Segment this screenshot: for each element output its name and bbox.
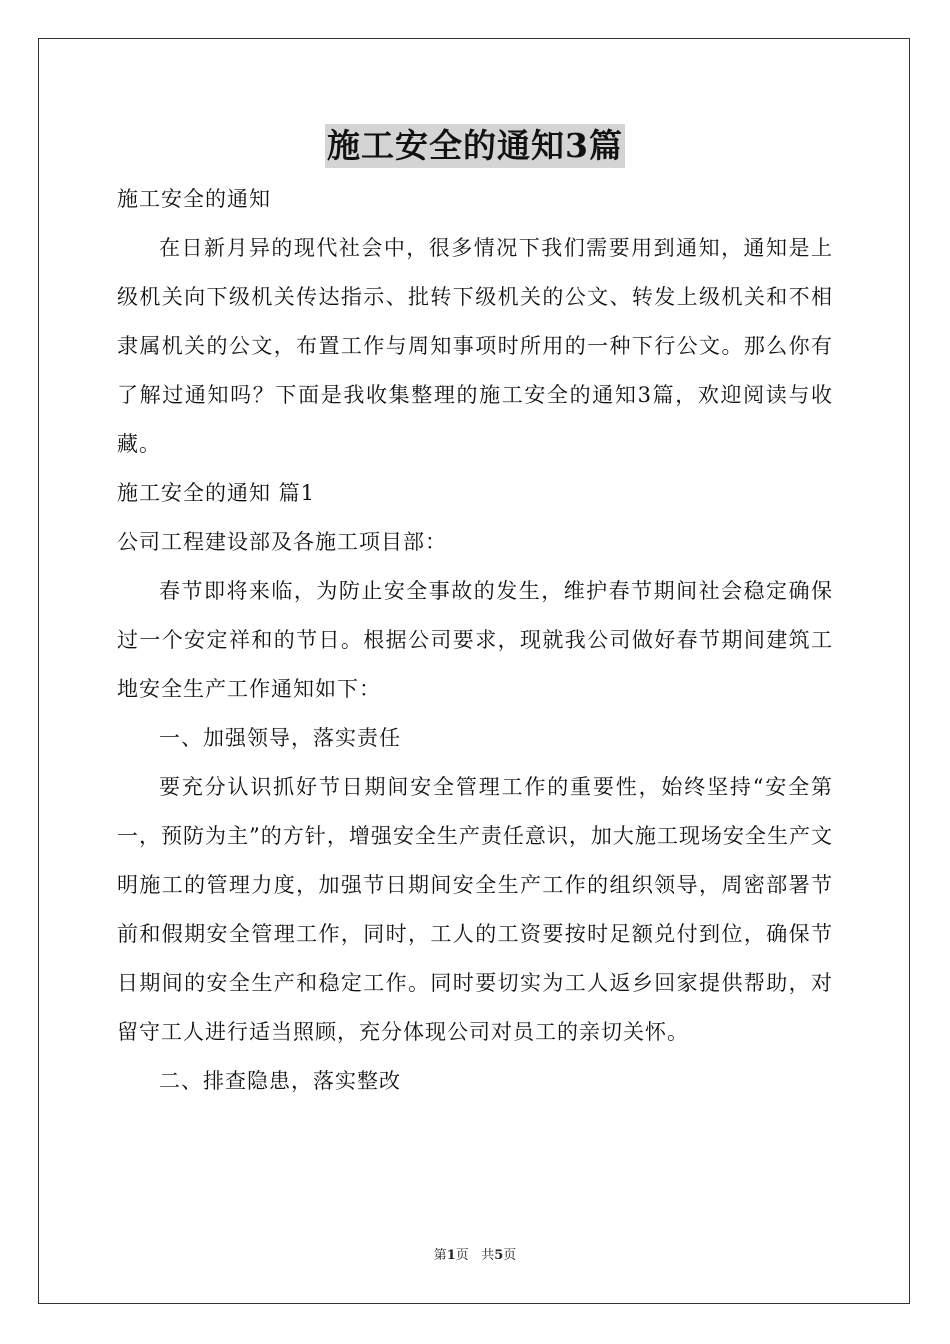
document-title: 施工安全的通知3篇 bbox=[325, 124, 625, 168]
paragraph-section-heading: 施工安全的通知 篇1 bbox=[117, 481, 316, 505]
paragraph-notice-intro: 春节即将来临，为防止安全事故的发生，维护春节期间社会稳定确保过一个安定祥和的节日。根据公司要求，现就我公司做好春节期间建筑工地安全生产工作通知如下： bbox=[117, 579, 833, 701]
document-body bbox=[117, 175, 833, 1106]
footer-total-prefix: 共 bbox=[481, 1248, 495, 1263]
page-footer bbox=[0, 1247, 950, 1265]
footer-page-number: 1 bbox=[446, 1248, 456, 1263]
paragraph-item-1-body: 要充分认识抓好节日期间安全管理工作的重要性，始终坚持“安全第一，预防为主”的方针，增强安全生产责任意识，加大施工现场安全生产文明施工的管理力度，加强节日期间安全生产工作的组织领导，周密部署节前和假期安全管理工作，同时，工人的工资要按时足额兑付到位，确保节日期间的安全生产和稳定工作。同时要切实为工人返乡回家提供帮助，对留守工人进行适当照顾，充分体现公司对员工的亲切关怀。 bbox=[117, 775, 833, 1044]
paragraph-subtitle: 施工安全的通知 bbox=[117, 187, 271, 211]
paragraph-item-1-heading: 一、加强领导，落实责任 bbox=[159, 726, 401, 750]
footer-total-suffix: 页 bbox=[503, 1248, 517, 1263]
footer-page-prefix: 第 bbox=[433, 1248, 447, 1263]
paragraph-addressee: 公司工程建设部及各施工项目部： bbox=[117, 530, 447, 554]
paragraph-intro: 在日新月异的现代社会中，很多情况下我们需要用到通知，通知是上级机关向下级机关传达指示、批转下级机关的公文、转发上级机关和不相隶属机关的公文，布置工作与周知事项时所用的一种下行公文。那么你有了解过通知吗？下面是我收集整理的施工安全的通知3篇，欢迎阅读与收藏。 bbox=[117, 236, 833, 456]
footer-total-pages: 5 bbox=[494, 1248, 504, 1263]
footer-page-suffix: 页 bbox=[455, 1248, 469, 1263]
paragraph-item-2-heading: 二、排查隐患，落实整改 bbox=[159, 1069, 401, 1093]
title-container bbox=[0, 124, 950, 168]
